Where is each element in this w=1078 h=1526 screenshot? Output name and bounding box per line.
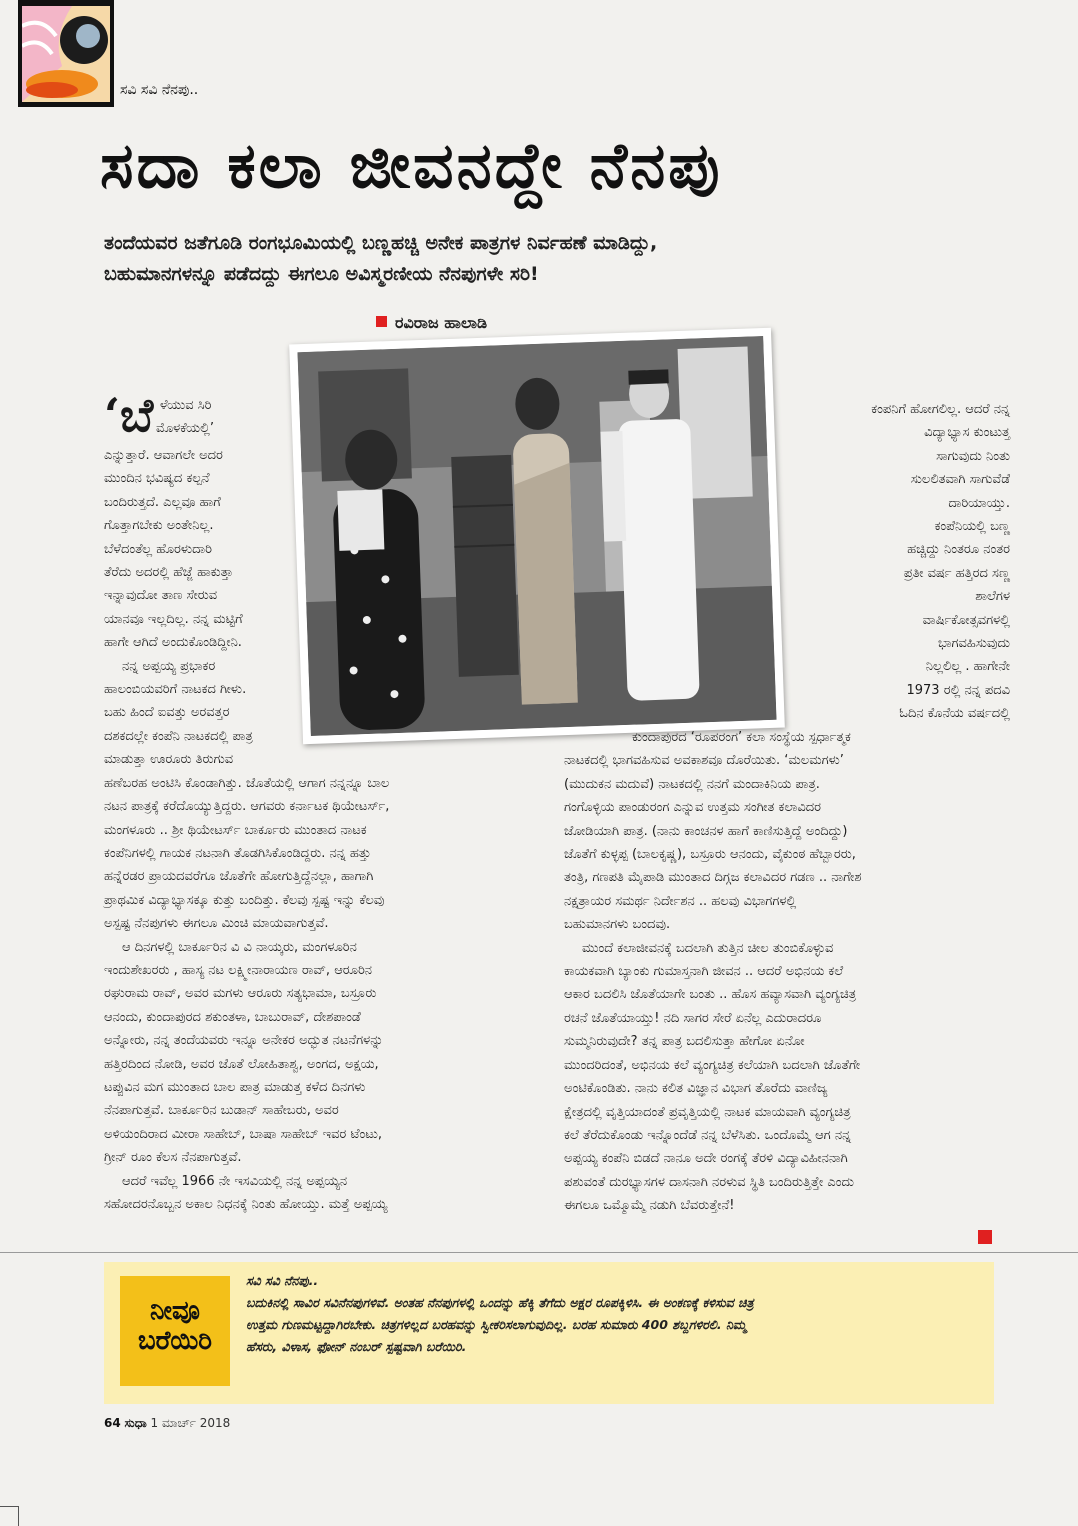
text-line: ಸಹೋದರನೊಬ್ಬನ ಅಕಾಲ ನಿಧನಕ್ಕೆ ನಿಂತು ಹೋಯ್ತು. ಮತ್ತೆ ಅಪ್ಪಯ್ಯ xyxy=(104,1197,388,1212)
text-line: ನಾಟಕದಲ್ಲಿ ಭಾಗವಹಿಸುವ ಅವಕಾಶವೂ ದೊರೆಯಿತು. ‘ಮಲಮಗಳು’ xyxy=(564,753,844,769)
text-line: ಸುಮ್ಮನಿರುವುದೇ? ತನ್ನ ಪಾತ್ರ ಬದಲಿಸುತ್ತಾ ಹೇಗೋ ಏನೋ xyxy=(564,1034,805,1050)
text-line: ನಟನ ಪಾತ್ರಕ್ಕೆ ಕರೆದೊಯ್ಯುತ್ತಿದ್ದರು. ಆಗವರು ಕರ್ನಾಟಕ ಥಿಯೇಟರ್ಸ್, xyxy=(104,799,390,815)
text-line: ಎನ್ನುತ್ತಾರೆ. ಆವಾಗಲೇ ಅದರ xyxy=(104,448,223,463)
text-line: ಈಗಲೂ ಒಮ್ಮೊಮ್ಮೆ ನಡುಗಿ ಬೆವರುತ್ತೇನೆ! xyxy=(564,1198,735,1214)
text-line: ಆಕಾರ ಬದಲಿಸಿ ಜೊತೆಯಾಗೇ ಬಂತು .. ಹೊಸ ಹವ್ಯಾಸವಾಗಿ ವ್ಯಂಗ್ಯಚಿತ್ರ xyxy=(564,987,857,1003)
text-line: ಜೊತೆಗೆ ಕುಳ್ಳಪ್ಪ (ಬಾಲಕೃಷ್ಣ), ಬಸ್ರೂರು ಆನಂದು, ವೈಕುಂಠ ಹೆಬ್ಬಾರರು, xyxy=(564,847,856,863)
write-to-us-badge xyxy=(120,1276,230,1386)
text-line: ಪಶುವಂತೆ ದುರಭ್ಯಾಸಗಳ ದಾಸನಾಗಿ ನರಳುವ ಸ್ಥಿತಿ ಬಂದಿರುತ್ತಿತ್ತೇ ಎಂದು xyxy=(564,1174,854,1190)
text-line: ರಚನೆ ಜೊತೆಯಾಯ್ತು! ನದಿ ಸಾಗರ ಸೇರೆ ಏನೆಲ್ಲ ಎದುರಾದರೂ xyxy=(564,1010,822,1026)
text-line: ನಿಲ್ಲಲಿಲ್ಲ . ಹಾಗೇನೇ xyxy=(925,659,1010,675)
text-line: ಬಹುಮಾನಗಳು ಬಂದವು. xyxy=(564,917,671,933)
text-line: ಪ್ರಾಥಮಿಕ ವಿದ್ಯಾಭ್ಯಾಸಕ್ಕೂ ಕುತ್ತು ಬಂದಿತ್ತು. ಕೆಲವು ಸ್ಪಷ್ಟ ಇನ್ನು ಕೆಲವು xyxy=(104,892,385,908)
text-line: ಬಹು ಹಿಂದೆ ಐವತ್ತು ಅರವತ್ತರ xyxy=(104,705,230,721)
text-line: ಹಾಗೇ ಆಗಿದೆ ಅಂದುಕೊಂಡಿದ್ದೀನಿ. xyxy=(104,635,242,651)
text-line: 1973 ರಲ್ಲಿ ನನ್ನ ಪದವಿ xyxy=(906,682,1010,698)
badge-line: ಬರೆಯಿರಿ xyxy=(137,1326,213,1356)
issue-date: 1 ಮಾರ್ಚ್ 2018 xyxy=(150,1416,231,1430)
text-line: ಮುಂದಿನ ಭವಿಷ್ಯದ ಕಲ್ಪನೆ xyxy=(104,471,210,487)
text-line: ಬೆಳೆದಂತೆಲ್ಲ ಹೊರಳುದಾರಿ xyxy=(104,541,212,557)
text-line: ಹಣೆಬರಹ ಅಂಟಿಸಿ ಕೊಂಡಾಗಿತ್ತು. ಜೊತೆಯಲ್ಲಿ ಆಗಾಗ ನನ್ನನ್ನೂ ಬಾಲ xyxy=(104,775,390,791)
page-number: 64 xyxy=(104,1416,121,1430)
text-line: ಕಂಪೆನಿಗಳಲ್ಲಿ ಗಾಯಕ ನಟನಾಗಿ ತೊಡಗಿಸಿಕೊಂಡಿದ್ದರು. ನನ್ನ ಹತ್ತು xyxy=(104,845,371,861)
text-line: ಗೊತ್ತಾಗಬೇಕು ಅಂತೇನಿಲ್ಲ. xyxy=(104,518,214,534)
text-line: ಅಸ್ಪಷ್ಟ ನೆನಪುಗಳು ಈಗಲೂ ಮಿಂಚಿ ಮಾಯವಾಗುತ್ತವೆ. xyxy=(104,916,329,932)
promo-line: ಬದುಕಿನಲ್ಲಿ ಸಾವಿರ ಸವಿನೆನಪುಗಳಿವೆ. ಅಂತಹ ನೆನಪುಗಳಲ್ಲಿ ಒಂದನ್ನು ಹೆಕ್ಕಿ ತೆಗೆದು ಅಕ್ಷರ ರೂಪಕ್ಕಿಳಿಸಿ. ಈ ಅಂಕಣಕ್ಕೆ ಕಳಿಸುವ ಚಿತ್ರ xyxy=(246,1295,754,1310)
text-line: ನನ್ನ ಅಪ್ಪಯ್ಯ ಪ್ರಭಾಕರ xyxy=(122,658,216,674)
text-line: ಆ ದಿನಗಳಲ್ಲಿ ಬಾರ್ಕೂರಿನ ವಿ ವಿ ನಾಯ್ಕರು, ಮಂಗಳೂರಿನ xyxy=(122,939,357,955)
text-line: ಸುಲಲಿತವಾಗಿ ಸಾಗುವೆಡೆ xyxy=(910,472,1010,488)
text-line: ಹಾಲಂಬಿಯವರಿಗೆ ನಾಟಕದ ಗೀಳು. xyxy=(104,682,247,698)
article-left-column xyxy=(104,444,524,1216)
text-line: ಆನಂದು, ಕುಂದಾಪುರದ ಶಕುಂತಳಾ, ಬಾಬುರಾವ್, ದೇಶಪಾಂಡೆ xyxy=(104,1009,361,1025)
text-line: ಕಲೆ ತೆರೆದುಕೊಂಡು ಇನ್ನೊಂದೆಡೆ ನನ್ನ ಬೆಳೆಸಿತು. ಒಂದೊಮ್ಮೆ ಆಗ ನನ್ನ xyxy=(564,1127,852,1143)
text-line: ಯಾನವೂ ಇಲ್ಲದಿಲ್ಲ. ನನ್ನ ಮಟ್ಟಿಗೆ xyxy=(104,611,243,627)
promo-title: ಸವಿ ಸವಿ ನೆನಪು.. xyxy=(246,1273,319,1288)
text-line: ಇನ್ನಾವುದೋ ತಾಣ ಸೇರುವ xyxy=(104,588,218,604)
lead-line: ಮೊಳಕೆಯಲ್ಲಿ’ xyxy=(156,421,215,436)
logo-underline xyxy=(18,104,114,107)
text-line: ಕಾಯಕವಾಗಿ ಬ್ಯಾಂಕು ಗುಮಾಸ್ತನಾಗಿ ಜೀವನ .. ಆದರೆ ಅಭಿನಯ ಕಲೆ xyxy=(564,964,844,980)
text-line: ಗಂಗೊಳ್ಳಿಯ ಪಾಂಡುರಂಗ ಎನ್ನುವ ಉತ್ತಮ ಸಂಗೀತ ಕಲಾವಿದರ xyxy=(564,800,822,816)
article-end-square-icon xyxy=(978,1230,992,1244)
text-line: ವಿದ್ಯಾಭ್ಯಾಸ ಕುಂಟುತ್ತ xyxy=(924,425,1010,441)
text-line: ಹನ್ನೆರಡರ ಪ್ರಾಯದವರೆಗೂ ಜೊತೆಗೇ ಹೋಗುತ್ತಿದ್ದೆನಲ್ಲಾ, ಹಾಗಾಗಿ xyxy=(104,869,374,885)
text-line: ಮಾಡುತ್ತಾ ಊರೂರು ತಿರುಗುವ xyxy=(104,752,234,768)
text-line: ಅಂಟಿಕೊಂಡಿತು. ನಾನು ಕಲಿತ ವಿಜ್ಞಾನ ವಿಭಾಗ ತೊರೆದು ವಾಣಿಜ್ಯ xyxy=(564,1081,828,1097)
text-line: ಜೋಡಿಯಾಗಿ ಪಾತ್ರ. (ನಾನು ಕಾಂಚನಳ ಹಾಗೆ ಕಾಣಿಸುತ್ತಿದ್ದೆ ಅಂದಿದ್ದು) xyxy=(564,823,848,839)
section-kicker: ಸವಿ ಸವಿ ನೆನಪು.. xyxy=(120,82,199,98)
text-line: ಸಾಗುವುದು ನಿಂತು xyxy=(936,448,1010,464)
text-line: ಕ್ಷೇತ್ರದಲ್ಲಿ ವೃತ್ತಿಯಾದಂತೆ ಪ್ರವೃತ್ತಿಯಲ್ಲಿ ನಾಟಕ ಮಾಯವಾಗಿ ವ್ಯಂಗ್ಯಚಿತ್ರ xyxy=(564,1104,851,1120)
text-line: ತೆರೆದು ಅದರಲ್ಲಿ ಹೆಜ್ಜೆ ಹಾಕುತ್ತಾ xyxy=(104,565,234,581)
text-line: ಓದಿನ ಕೊನೆಯ ವರ್ಷದಲ್ಲಿ xyxy=(899,706,1010,722)
text-line: ಕುಂದಾಪುರದ ‘ರೂಪರಂಗ’ ಕಲಾ ಸಂಸ್ಥೆಯ ಸ್ಪರ್ಧಾತ್ಮಕ xyxy=(632,730,851,745)
text-line: ತಂತ್ರಿ, ಗಣಪತಿ ಮೈಪಾಡಿ ಮುಂತಾದ ದಿಗ್ಗಜ ಕಲಾವಿದರ ಗಡಣ .. ನಾಗೇಶ xyxy=(564,870,862,886)
badge-line: ನೀವೂ xyxy=(150,1296,200,1326)
text-line: ಶಾಲೆಗಳ xyxy=(975,589,1010,605)
drop-cap: ‘ಬೆ xyxy=(104,388,154,442)
article-continued-column xyxy=(564,726,994,1218)
lead-line: ಳೆಯುವ ಸಿರಿ xyxy=(160,398,212,413)
article-right-column xyxy=(780,398,1010,726)
byline-square-icon xyxy=(376,316,387,327)
sunset-logo-icon xyxy=(22,6,110,102)
text-line: ನಕ್ಷತ್ರಾಯರ ಸಮರ್ಥ ನಿರ್ದೇಶನ .. ಹಲವು ವಿಭಾಗಗಳಲ್ಲಿ xyxy=(564,893,797,909)
magazine-name: ಸುಧಾ xyxy=(124,1416,147,1430)
text-line: ಅಪ್ಪಯ್ಯ ಕಂಪೆನಿ ಬಿಡದೆ ನಾನೂ ಅದೇ ರಂಗಕ್ಕೆ ತೆರಳಿ ವಿದ್ಯಾವಿಹೀನನಾಗಿ xyxy=(564,1151,848,1167)
byline xyxy=(376,313,487,333)
write-to-us-box xyxy=(104,1262,994,1404)
text-line: ಆದರೆ ಇವೆಲ್ಲ 1966 ನೇ ಇಸವಿಯಲ್ಲಿ ನನ್ನ ಅಪ್ಪಯ್ಯನ xyxy=(122,1173,348,1189)
text-line: ವಾರ್ಷಿಕೋತ್ಸವಗಳಲ್ಲಿ xyxy=(922,612,1010,628)
text-line: ಭಾಗವಹಿಸುವುದು xyxy=(938,636,1010,652)
text-line: ನೆನಪಾಗುತ್ತವೆ. ಬಾರ್ಕೂರಿನ ಬುಡಾನ್ ಸಾಹೇಬರು, ಅವರ xyxy=(104,1103,339,1119)
headline: ಸದಾ ಕಲಾ ಜೀವನದ್ದೇ ನೆನಪು xyxy=(100,129,723,202)
deck-line: ಬಹುಮಾನಗಳನ್ನೂ ಪಡೆದದ್ದು ಈಗಲೂ ಅವಿಸ್ಮರಣೀಯ ನೆನಪುಗಳೇ ಸರಿ! xyxy=(104,263,539,285)
text-line: ದಾರಿಯಾಯ್ತು. xyxy=(948,495,1010,511)
text-line: ಕಂಪನಿಗೆ ಹೋಗಲಿಲ್ಲ. ಆದರೆ ನನ್ನ xyxy=(871,402,1010,417)
deck-line: ತಂದೆಯವರ ಜತೆಗೂಡಿ ರಂಗಭೂಮಿಯಲ್ಲಿ ಬಣ್ಣಹಚ್ಚಿ ಅನೇಕ ಪಾತ್ರಗಳ ನಿರ್ವಹಣೆ ಮಾಡಿದ್ದು, xyxy=(104,232,658,254)
text-line: ಕಂಪೆನಿಯಲ್ಲಿ ಬಣ್ಣ xyxy=(934,519,1010,535)
text-line: ಗ್ರೀನ್ ರೂಂ ಕೆಲಸ ನೆನಪಾಗುತ್ತವೆ. xyxy=(104,1150,242,1166)
promo-text xyxy=(246,1270,986,1358)
text-line: ಮಂಗಳೂರು .. ಶ್ರೀ ಥಿಯೇಟರ್ಸ್ ಬಾರ್ಕೂರು ಮುಂತಾದ ನಾಟಕ xyxy=(104,822,367,838)
text-line: ರಘುರಾಮ ರಾವ್, ಅವರ ಮಗಳು ಆರೂರು ಸತ್ಯಭಾಮಾ, ಬಸ್ರೂರು xyxy=(104,986,377,1002)
text-line: ಇಂದುಶೇಖರರು , ಹಾಸ್ಯ ನಟ ಲಕ್ಷ್ಮೀನಾರಾಯಣ ರಾವ್, ಆರೂರಿನ xyxy=(104,962,373,978)
section-divider xyxy=(0,1252,1078,1253)
section-logo xyxy=(18,0,114,104)
text-line: ಬಂದಿರುತ್ತದೆ. ಎಲ್ಲವೂ ಹಾಗೆ xyxy=(104,494,221,510)
promo-line: ಹೆಸರು, ವಿಳಾಸ, ಫೋನ್ ನಂಬರ್ ಸ್ಪಷ್ಟವಾಗಿ ಬರೆಯಿರಿ. xyxy=(246,1339,467,1354)
text-line: ಅಳಿಯಂದಿರಾದ ಮೀರಾ ಸಾಹೇಬ್, ಬಾಷಾ ಸಾಹೇಬ್ ಇವರ ಟೆಂಟು, xyxy=(104,1126,382,1142)
text-line: (ಮುದುಕನ ಮದುವೆ) ನಾಟಕದಲ್ಲಿ ನನಗೆ ಮಂದಾಕಿನಿಯ ಪಾತ್ರ. xyxy=(564,776,820,792)
deck xyxy=(104,228,904,290)
page-footer xyxy=(104,1416,230,1431)
text-line: ಟಪ್ಪುವಿನ ಮಗ ಮುಂತಾದ ಬಾಲ ಪಾತ್ರ ಮಾಡುತ್ತ ಕಳೆದ ದಿನಗಳು xyxy=(104,1079,366,1095)
text-line: ಹಚ್ಚಿದ್ದು ನಿಂತರೂ ನಂತರ xyxy=(907,542,1010,558)
author-name: ರವಿರಾಜ ಹಾಲಾಡಿ xyxy=(395,313,488,332)
text-line: ಪ್ರತೀ ವರ್ಷ ಹತ್ತಿರದ ಸಣ್ಣ xyxy=(903,565,1010,581)
promo-line: ಉತ್ತಮ ಗುಣಮಟ್ಟದ್ದಾಗಿರಬೇಕು. ಚಿತ್ರಗಳಿಲ್ಲದ ಬರಹವನ್ನು ಸ್ವೀಕರಿಸಲಾಗುವುದಿಲ್ಲ. ಬರಹ ಸುಮಾರು 400 ಶಬ್ದಗಳಿರಲಿ. ನಿಮ್ಮ xyxy=(246,1317,747,1332)
text-line: ಮುಂದರಿದಂತೆ, ಅಭಿನಯ ಕಲೆ ವ್ಯಂಗ್ಯಚಿತ್ರ ಕಲೆಯಾಗಿ ಬದಲಾಗಿ ಜೊತೆಗೇ xyxy=(564,1057,861,1073)
text-line: ದಶಕದಲ್ಲೇ ಕಂಪೆನಿ ನಾಟಕದಲ್ಲಿ ಪಾತ್ರ xyxy=(104,728,253,744)
crop-mark xyxy=(0,1506,19,1526)
text-line: ಹತ್ತಿರದಿಂದ ನೋಡಿ, ಅವರ ಜೊತೆ ಲೋಹಿತಾಶ್ವ, ಅಂಗದ, ಅಕ್ಷಯ, xyxy=(104,1056,379,1072)
text-line: ಅನ್ನೋರು, ನನ್ನ ತಂದೆಯವರು ಇನ್ನೂ ಅನೇಕರ ಅದ್ಭುತ ನಟನೆಗಳನ್ನು xyxy=(104,1033,384,1049)
text-line: ಮುಂದೆ ಕಲಾಜೀವನಕ್ಕೆ ಬದಲಾಗಿ ತುತ್ತಿನ ಚೀಲ ತುಂಬಿಕೊಳ್ಳುವ xyxy=(582,940,834,956)
